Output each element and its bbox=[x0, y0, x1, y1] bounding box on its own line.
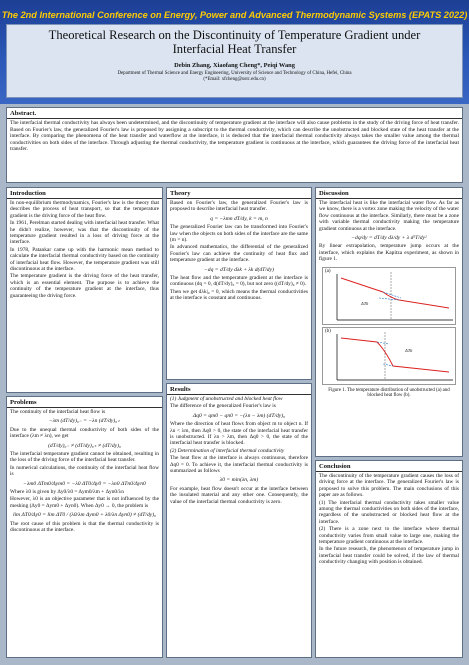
problems-heading: Problems bbox=[7, 397, 162, 408]
equation: −dq/dy = dT/dy dλ/dy + λ d²T/dy² bbox=[351, 235, 427, 242]
contact-email: (*Email: xfcheng@ustc.edu.cn) bbox=[203, 77, 266, 82]
results-section bbox=[166, 383, 312, 658]
intro-paragraph: The temperature gradient is the driving force of the heat transfer, which is an essential element. The purpose is to achieve the continuity of the temperature gradient at the interface, thus guaranteeing the driving force. bbox=[10, 273, 159, 299]
results-heading: Results bbox=[167, 384, 311, 395]
theory-paragraph: In advanced mathematics, the differential of the generalized Fourier's law can achieve the continuity of heat flux and temperature gradient at the interface. bbox=[170, 244, 308, 264]
intro-paragraph: In 1978, Patankar came up with the harmonic mean method to calculate the interfacial thermal conductivity based on the continuity of interfacial heat flow. However, the temperature gradient was still discontinuous at the interface. bbox=[10, 246, 159, 273]
equation: Δq0 = qm0 − qn0 = −(λn − λm) (dT/dy)₀ bbox=[192, 412, 286, 419]
problems-body bbox=[7, 408, 162, 536]
theory-body bbox=[167, 199, 311, 304]
paper-title: Theoretical Research on the Discontinuity of Temperature Gradient under Interfacial Heat Transfer bbox=[48, 28, 421, 56]
abstract-text: The interfacial thermal conductivity has always been undetermined, and the discontinuity of temperature gradient at the interface will also cause problems in the study of the driving force of heat transfer. Based on Fourier's law, the generalized Fourier's law is proposed by assigning a subscript to the thermal conductivity, which can describe the unobstructed and blocked state of the heat transfer at the interface. By comparing the phenomena of the heat transfer and waterflow at the interface, it is deduced that the interfacial thermal conductivity always takes the smaller value among the thermal conductivities on both sides of the interface. Through adjusting the thermal conductivity, the temperature gradient is continuous at the interface, which guarantees the driving force of the interfacial heat transfer. bbox=[10, 120, 459, 153]
problems-paragraph: Where λ0 is given by Δy0/λ0 = Δym0/λm + Δyn0/λn bbox=[10, 489, 124, 496]
authors: Debin Zhang, Xiaofang Cheng*, Peiqi Wang bbox=[174, 62, 295, 69]
temperature-plot-b bbox=[323, 328, 457, 384]
conclusion-paragraph: In the future research, the phenomenon of temperature jump in interfacial heat transfer could be solved, if the law of thermal conductivity changing with position is obtained. bbox=[319, 546, 459, 566]
figure-panel-label: (a) bbox=[325, 268, 331, 274]
figure-panel-b bbox=[322, 327, 456, 385]
introduction-heading: Introduction bbox=[7, 188, 162, 199]
theory-paragraph: Then we get dλk|₀ = 0, which means the thermal conductivities at the interface is constant and continuous. bbox=[170, 288, 308, 302]
figure-caption: Figure 1. The temperature distribution of unobstructed (a) and blocked heat flow (b). bbox=[328, 387, 450, 399]
conference-name: The 2nd International Conference on Energy, Power and Advanced Thermodynamic Systems (EPATS 2022) bbox=[1, 10, 468, 20]
problems-section bbox=[6, 396, 163, 658]
introduction-section bbox=[6, 187, 163, 393]
discussion-paragraph: By linear extrapolation, temperature jump occurs at the interface, which explains the Kapitza experiment, as shown in figure 1. bbox=[319, 243, 459, 263]
poster-header bbox=[0, 0, 469, 104]
equation: (dT/dy)₀₋ ≠ (dT/dy)₀₊ ≠ (dT/dy)₀ bbox=[48, 442, 121, 449]
problems-paragraph: However, λ0 is an objective parameter that is not influenced by the meshing (Δy0 = Δym0 + Δyn0). When Δy0 → 0, the problem is bbox=[10, 496, 159, 509]
theory-section bbox=[166, 187, 312, 380]
affiliation: Department of Thermal Science and Energy Engineering, University of Science and Technology of China, Hefei, China bbox=[117, 71, 352, 76]
conclusion-paragraph: (1) The interfacial thermal conductivity takes smaller value among the thermal conductivities on both sides of the interface, regardless of the unobstructed or blocked heat flow at the interface. bbox=[319, 499, 459, 525]
results-subheading: (2) Determination of interfacial thermal conductivity bbox=[170, 447, 285, 454]
conclusion-heading: Conclusion bbox=[316, 461, 462, 472]
intro-paragraph: In 1961, Perelman started dealing with interfacial heat transfer. What he didn't realize, however, was that the discontinuity of the temperature gradient resulted in a loss of driving force at the interface. bbox=[10, 220, 159, 246]
equation: q = −λmn dT/dy, k = m, n bbox=[210, 215, 268, 222]
introduction-body bbox=[7, 199, 162, 301]
temperature-jump-label: ΔTk bbox=[405, 347, 413, 353]
problems-paragraph: Due to the unequal thermal conductivity of both sides of the interface (λm ≠ λn), we get bbox=[10, 426, 159, 440]
figure-panel-label: (b) bbox=[325, 328, 331, 334]
discussion-body bbox=[316, 199, 462, 265]
figure-panel-a bbox=[322, 267, 456, 325]
problems-paragraph: In numerical calculations, the continuity of the interfacial heat flow is bbox=[10, 464, 159, 478]
theory-heading: Theory bbox=[167, 188, 311, 199]
problems-paragraph: The continuity of the interfacial heat flow is bbox=[10, 409, 106, 415]
title-box bbox=[6, 24, 463, 98]
equation: −λm0 ΔTm0/Δym0 = −λ0 ΔT0/Δy0 = −λn0 ΔTn0/Δyn0 bbox=[23, 480, 146, 487]
problems-paragraph: The root cause of this problem is that the thermal conductivity is discontinuous at the interface. bbox=[10, 520, 159, 534]
results-paragraph: For example, heat flow doesn't occur at the interface between the insulated material and any other one. Consequently, the value of the interfacial thermal conductivity is zero. bbox=[170, 485, 308, 505]
equation: −λm (dT/dy)₀₋ = −λn (dT/dy)₀₊ bbox=[48, 418, 121, 425]
problems-paragraph: The interfacial temperature gradient cannot be obtained, resulting in the loss of the driving force of the interfacial heat transfer. bbox=[10, 451, 159, 464]
results-subheading: (1) Judgment of unobstructed and blocked heat flow bbox=[170, 396, 283, 402]
results-paragraph: The difference of the generalized Fourier's law is bbox=[170, 403, 276, 410]
discussion-heading: Discussion bbox=[316, 188, 462, 199]
theory-paragraph: The generalized Fourier law can be transformed into Fourier's law when the objects on both sides of the interface are the same (m = n). bbox=[170, 224, 308, 244]
temperature-plot-a bbox=[323, 268, 457, 324]
conclusion-section bbox=[315, 460, 463, 658]
results-body bbox=[167, 395, 311, 507]
theory-paragraph: The heat flow and the temperature gradient at the interface is continuous (dq = 0, d(dT/dy)₀ = 0), but not zero ((dT/dy)₀ ≠ 0). bbox=[170, 275, 308, 288]
abstract-heading: Abstract. bbox=[7, 108, 462, 119]
intro-paragraph: In non-equilibrium thermodynamics, Fourier's law is the theory that describes the process of heat transport, so that the temperature gradient is the driving force of the heat flow. bbox=[10, 200, 159, 219]
conclusion-paragraph: The discontinuity of the temperature gradient causes the loss of driving force at the interface. The generalized Fourier's law is proposed to solve this problem. The main conclusions of this paper are as follows. bbox=[319, 473, 459, 499]
abstract-section bbox=[6, 107, 463, 183]
conclusion-body bbox=[316, 472, 462, 568]
theory-paragraph: Based on Fourier's law, the generalized Fourier's law is proposed to describe interfacial heat transfer. bbox=[170, 200, 308, 213]
discussion-paragraph: The interfacial heat is like the interfacial water flow. As far as we know, there is a vortex zone making the velocity of the water flow continuous at the interface. Similarly, there must be a zone with variable thermal conductivity making the temperature gradient continuous at the interface. bbox=[319, 200, 459, 232]
equation: λ0 = min(λn, λm) bbox=[219, 477, 259, 484]
temperature-jump-label: ΔTk bbox=[361, 300, 369, 306]
results-paragraph: The heat flow at the interface is always continuous, therefore Δq0 = 0. To achieve it, the interfacial thermal conductivity is summarized as follows bbox=[170, 455, 308, 475]
conclusion-paragraph: (2) There is a zone next to the interface where thermal conductivity varies from small value to large one, making the temperature gradient continuous at the interface. bbox=[319, 526, 459, 546]
results-paragraph: Where the direction of heat flows from object m to object n. If λn < λm, then Δq0 > 0, the state of the interfacial heat transfer is unobstructed. If λn > λm, then Δq0 > 0, the state of the interfacial heat transfer is blocked. bbox=[170, 421, 308, 447]
discussion-section bbox=[315, 187, 463, 457]
equation: lim ΔT0/Δy0 = lim ΔT0 / (λ0/λm Δym0 + λ0/λn Δyn0) ≠ (dT/dy)₀ bbox=[12, 512, 157, 519]
equation: −dq = dT/dy dλk + λk d(dT/dy) bbox=[204, 266, 274, 273]
